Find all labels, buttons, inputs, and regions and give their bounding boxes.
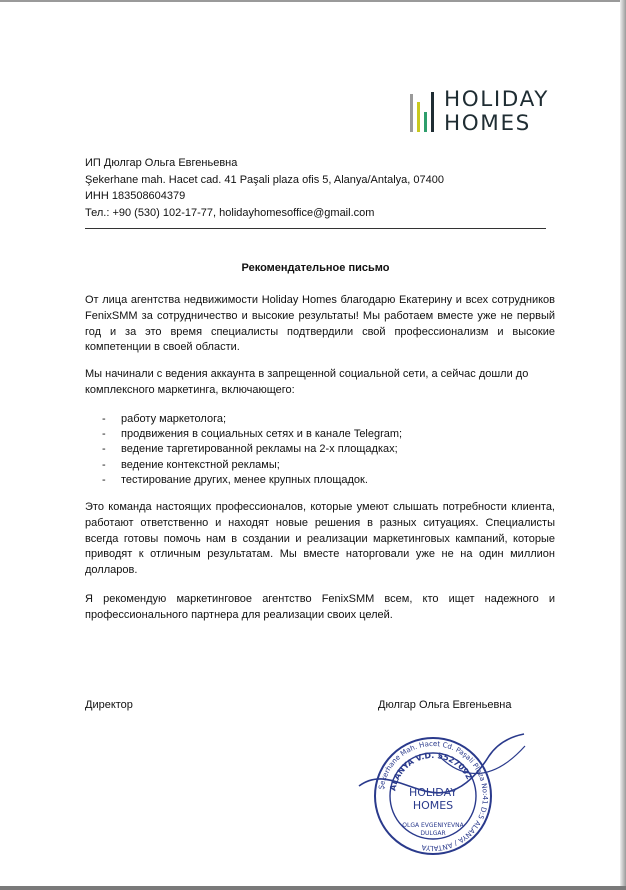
paragraph-2: Мы начинали с ведения аккаунта в запрещенной социальной сети, а сейчас дошли до комплексного маркетинга, включающего:	[85, 368, 529, 396]
list-dash: -	[102, 443, 106, 456]
list-dash: -	[102, 413, 106, 425]
list-item-text: продвижения в социальных сетях и в канале Telegram;	[121, 428, 403, 441]
list-item	[85, 412, 545, 427]
sender-contacts: Тел.: +90 (530) 102-17-77, holidayhomesoffice@gmail.com	[85, 206, 375, 219]
list-item-text: ведение таргетированной рекламы на 2-х площадках;	[121, 443, 398, 456]
paragraph-3: Это команда настоящих профессионалов, которые умеют слышать потребности клиента, работают ответственно и находят новые решения в разных ситуациях. Специалисты всегда готовы помочь нам в создании и реализации маркетинговых кампаний, которые приводят к отличным результатам. Мы вместе наторговали уже не на один миллион долларов.	[85, 501, 555, 577]
letter-title: Рекомендательное письмо	[241, 262, 390, 274]
scan-right-edge	[620, 0, 626, 890]
list-dash: -	[102, 458, 106, 471]
list-item-text: ведение контекстной рекламы;	[121, 458, 280, 471]
logo-wordmark	[444, 88, 549, 136]
services-list	[85, 412, 545, 488]
paragraph-4: Я рекомендую маркетинговое агентство FenixSMM всем, кто ищет надежного и профессионального партнера для реализации своих целей.	[85, 593, 555, 621]
sender-name: ИП Дюлгар Ольга Евгеньевна	[85, 157, 238, 169]
scan-bottom-edge	[0, 886, 626, 890]
sender-block	[85, 155, 444, 221]
paragraph-1: От лица агентства недвижимости Holiday Homes благодарю Екатерину и всех сотрудников FenixSMM за сотрудничество и высокие результаты! Мы работаем вместе уже не первый год и за это время специалисты подтвердили свой профессионализм и высокие компетенции в своей области.	[85, 294, 555, 354]
list-item	[85, 473, 545, 488]
signatory-role: Директор	[85, 699, 133, 711]
list-item	[85, 458, 545, 473]
header-divider	[85, 228, 546, 229]
logo-line-1: HOLIDAY	[444, 87, 549, 112]
list-dash: -	[102, 473, 106, 486]
logo-bars-icon	[408, 90, 434, 134]
company-stamp	[339, 716, 529, 876]
list-item-text: работу маркетолога;	[121, 413, 227, 425]
stamp-brand-line-1: HOLIDAY	[409, 786, 457, 799]
list-item	[85, 427, 545, 442]
logo-bar-dark	[431, 92, 434, 132]
stamp-brand-line-2: HOMES	[412, 799, 454, 812]
signatory-name: Дюлгар Ольга Евгеньевна	[378, 699, 512, 711]
sender-address: Şekerhane mah. Hacet cad. 41 Paşali plaza ofis 5, Alanya/Antalya, 07400	[85, 173, 444, 186]
holiday-homes-logo	[408, 88, 558, 138]
logo-line-2: HOMES	[444, 111, 531, 136]
scan-top-edge	[0, 0, 626, 2]
stamp-inner-text: ALANYA V.D. 5527092	[388, 750, 474, 792]
stamp-outer-text: Şekerhane Mah. Hacet Cd. Paşali Plaza No:41 D:5 ALANYA / ANTALYA	[377, 739, 490, 853]
stamp-person-line-1: OLGA EVGENIYEVNA	[402, 822, 464, 829]
list-item-text: тестирование других, менее крупных площадок.	[121, 473, 368, 486]
sender-inn: ИНН 183508604379	[85, 190, 186, 202]
stamp-person-line-2: DULGAR	[420, 830, 446, 837]
list-item	[85, 442, 545, 457]
logo-bar-green	[424, 112, 427, 132]
list-dash: -	[102, 428, 106, 441]
logo-bar-yellow	[417, 102, 420, 132]
logo-bar-gray	[410, 94, 413, 132]
